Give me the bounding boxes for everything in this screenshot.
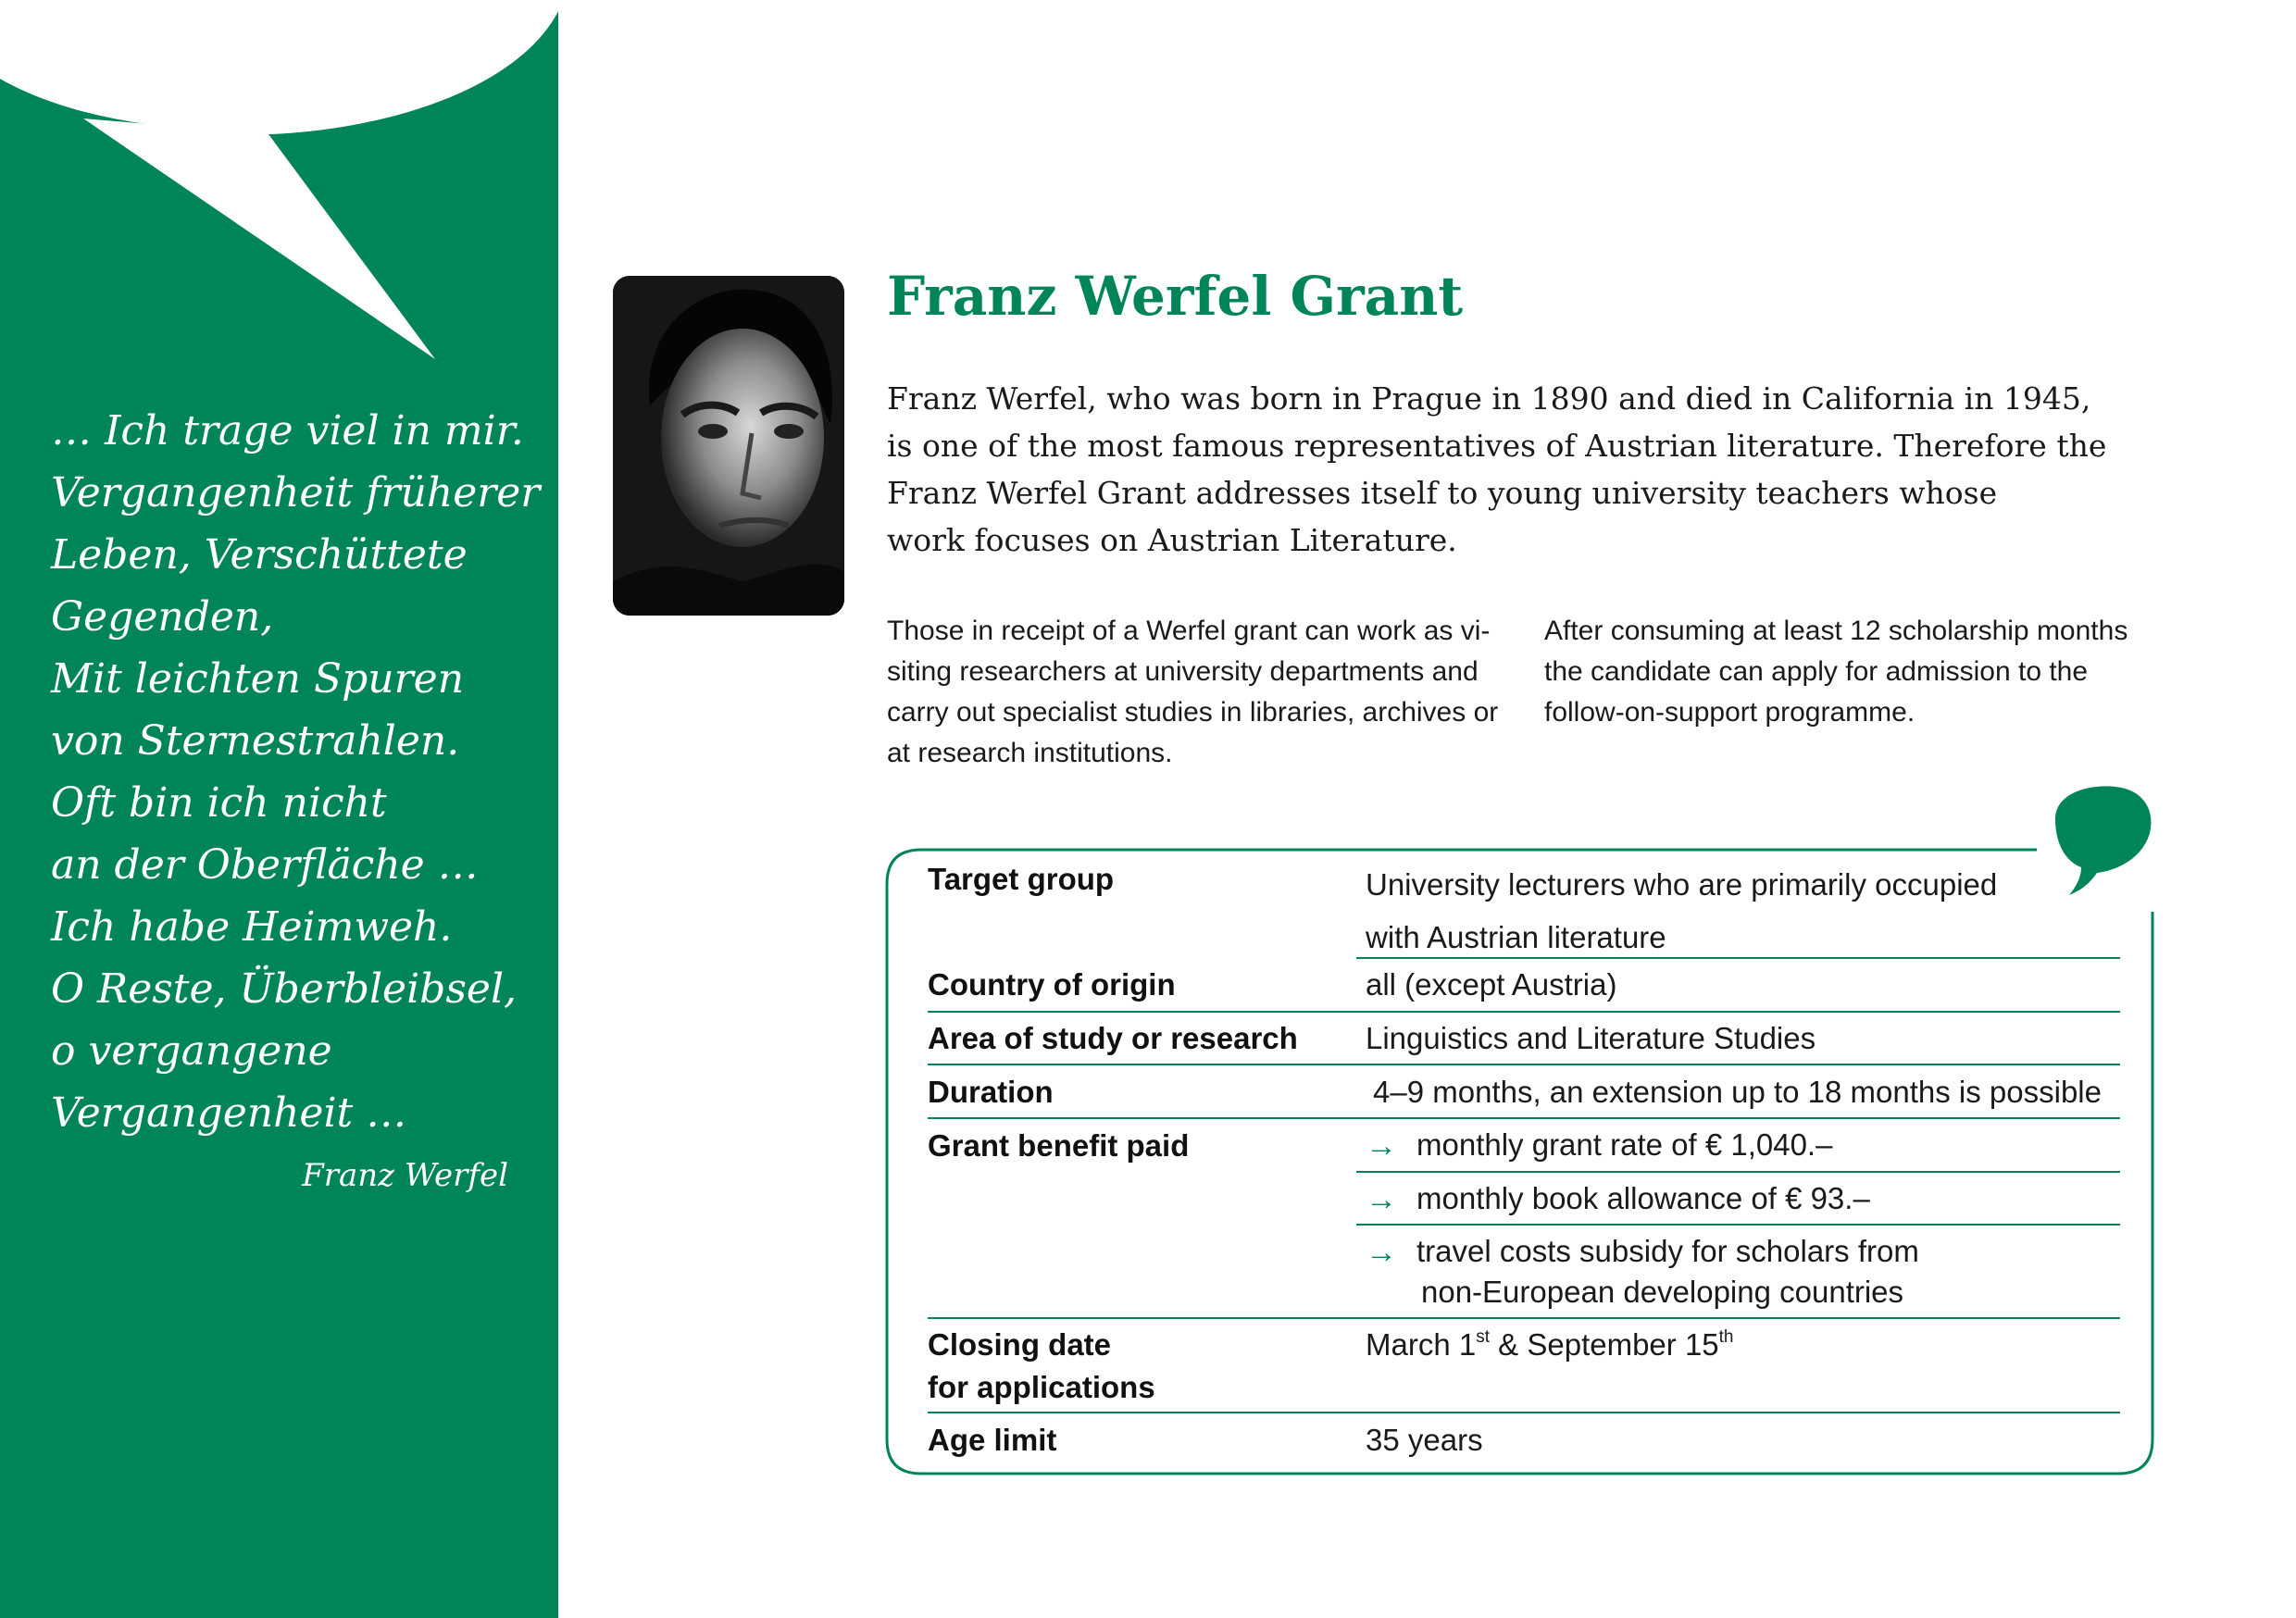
closing-date-2: & September 15 xyxy=(1490,1327,1719,1362)
value-line: with Austrian literature xyxy=(1366,920,1666,954)
intro-line: Franz Werfel, who was born in Prague in 1890 and died in California in 1945, xyxy=(887,380,2091,417)
column-line: at research institutions. xyxy=(887,738,1173,768)
quote-line: Vergangenheit … xyxy=(51,1089,407,1137)
arrow-right-icon: → xyxy=(1366,1235,1397,1270)
row-label: Country of origin xyxy=(928,967,1176,1002)
ordinal-suffix: th xyxy=(1718,1327,1734,1347)
column-line: Those in receipt of a Werfel grant can work as vi- xyxy=(887,616,1491,646)
quote-line: Leben, Verschüttete xyxy=(51,531,468,579)
column-line: carry out specialist studies in libraries, archives or xyxy=(887,697,1499,728)
row-value: Linguistics and Literature Studies xyxy=(1366,1021,1816,1055)
column-line: siting researchers at university departments and xyxy=(887,656,1479,687)
quote-line: … Ich trage viel in mir. xyxy=(51,407,524,454)
row-value xyxy=(1366,1324,2120,1366)
quote-line: Mit leichten Spuren xyxy=(51,655,465,703)
page-title: Franz Werfel Grant xyxy=(887,265,1464,328)
row-divider xyxy=(928,1412,2120,1413)
intro-line: Franz Werfel Grant addresses itself to young university teachers whose xyxy=(887,475,1998,511)
ordinal-suffix: st xyxy=(1476,1327,1490,1347)
row-label: Grant benefit paid xyxy=(928,1128,1190,1163)
quote-line: o vergangene xyxy=(51,1027,332,1075)
label-line: for applications xyxy=(928,1370,1155,1404)
row-divider xyxy=(928,1117,2120,1119)
row-divider xyxy=(1356,1224,2120,1226)
row-value: all (except Austria) xyxy=(1366,967,1617,1002)
row-divider xyxy=(1356,957,2120,959)
row-divider xyxy=(928,1317,2120,1319)
benefit-text: monthly grant rate of € 1,040.– xyxy=(1416,1127,1833,1162)
column-line: After consuming at least 12 scholarship months xyxy=(1544,616,2128,646)
column-line: follow-on-support programme. xyxy=(1544,697,1915,728)
row-value xyxy=(1366,858,2120,964)
quote-line: O Reste, Überbleibsel, xyxy=(51,965,518,1013)
row-value: 4–9 months, an extension up to 18 months is possible xyxy=(1373,1075,2102,1109)
label-line: Closing date xyxy=(928,1327,1112,1362)
quote-line: Gegenden, xyxy=(51,593,274,641)
quote-line: Ich habe Heimweh. xyxy=(51,903,453,951)
quote-author: Franz Werfel xyxy=(302,1157,508,1194)
intro-line: work focuses on Austrian Literature. xyxy=(887,522,1457,558)
column-line: the candidate can apply for admission to the xyxy=(1544,656,2089,687)
row-divider xyxy=(928,1064,2120,1065)
row-label: Duration xyxy=(928,1075,1054,1109)
row-divider xyxy=(928,1011,2120,1013)
value-line: University lecturers who are primarily occupied xyxy=(1366,867,1998,902)
row-divider xyxy=(1356,1171,2120,1173)
row-label: Target group xyxy=(928,862,1115,896)
benefit-text: monthly book allowance of € 93.– xyxy=(1416,1181,1870,1215)
row-value: 35 years xyxy=(1366,1423,1483,1457)
benefit-text: travel costs subsidy for scholars from xyxy=(1416,1234,1919,1268)
row-label: Area of study or research xyxy=(928,1021,1298,1055)
row-label xyxy=(928,1324,1363,1409)
arrow-right-icon: → xyxy=(1366,1182,1397,1217)
row-label: Age limit xyxy=(928,1423,1057,1457)
quote-line: Vergangenheit früherer xyxy=(51,469,541,517)
quote-line: von Sternestrahlen. xyxy=(51,717,460,765)
intro-line: is one of the most famous representatives of Austrian literature. Therefore the xyxy=(887,428,2107,464)
arrow-right-icon: → xyxy=(1366,1128,1397,1164)
benefit-text-continued: non-European developing countries xyxy=(1421,1275,1904,1309)
quote-line: an der Oberfläche … xyxy=(51,841,479,889)
closing-date-1: March 1 xyxy=(1366,1327,1477,1362)
quote-line: Oft bin ich nicht xyxy=(51,779,387,827)
